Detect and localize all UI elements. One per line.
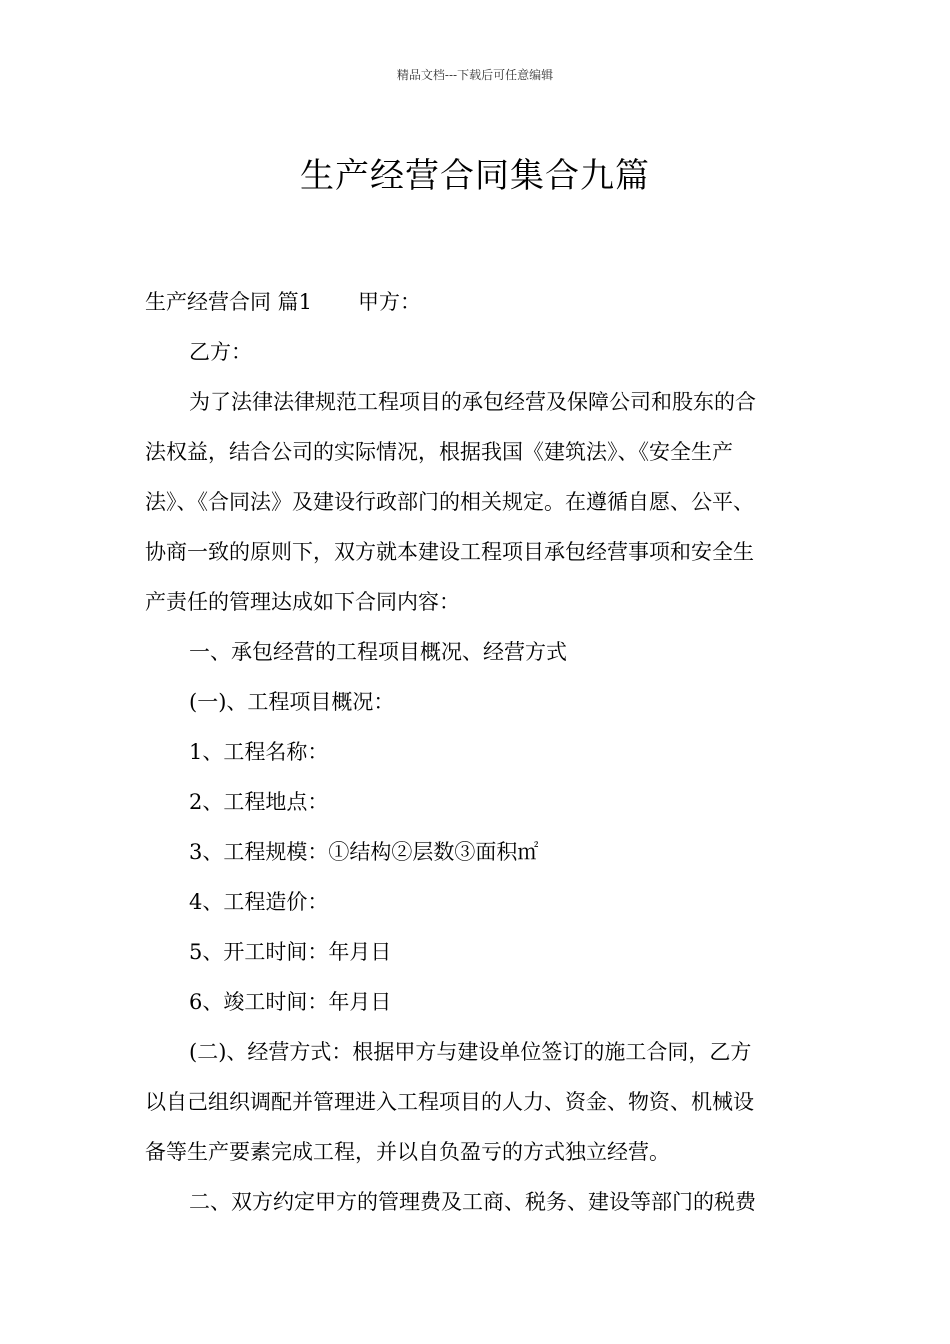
document-title: 生产经营合同集合九篇 (300, 155, 650, 196)
header-note: 精品文档---下载后可任意编辑 (396, 68, 554, 82)
list-item: 4、工程造价： (189, 890, 329, 914)
clause-heading: 一、承包经营的工程项目概况、经营方式 (189, 640, 567, 664)
paragraph-line: 法》、《合同法》及建设行政部门的相关规定。在遵循自愿、公平、 (145, 490, 754, 514)
paragraph-line: 备等生产要素完成工程，并以自负盈亏的方式独立经营。 (145, 1140, 670, 1164)
paragraph-line: 协商一致的原则下，双方就本建设工程项目承包经营事项和安全生 (145, 540, 754, 564)
paragraph-line (145, 277, 825, 327)
list-item: 5、开工时间：年月日 (189, 940, 392, 964)
list-item: 6、竣工时间：年月日 (189, 990, 392, 1014)
paragraph-line: 法权益，结合公司的实际情况，根据我国《建筑法》、《安全生产 (145, 440, 733, 464)
paragraph-line: 以自己组织调配并管理进入工程项目的人力、资金、物资、机械设 (145, 1090, 754, 1114)
sub-clause-heading: (一)、工程项目概况： (189, 690, 395, 714)
section-heading: 生产经营合同 篇1 (145, 290, 313, 314)
list-item: 2、工程地点： (189, 790, 329, 814)
document-body (145, 277, 825, 1227)
list-item: 3、工程规模：①结构②层数③面积㎡ (189, 840, 539, 864)
clause-heading: 二、双方约定甲方的管理费及工商、税务、建设等部门的税费 (189, 1190, 756, 1214)
party-a-label: 甲方： (358, 290, 422, 314)
paragraph-line: (二)、经营方式：根据甲方与建设单位签订的施工合同，乙方 (189, 1040, 752, 1064)
paragraph-line: 为了法律法律规范工程项目的承包经营及保障公司和股东的合 (189, 390, 756, 414)
party-b-label: 乙方： (189, 340, 252, 364)
list-item: 1、工程名称： (189, 740, 329, 764)
paragraph-line: 产责任的管理达成如下合同内容： (145, 590, 460, 614)
